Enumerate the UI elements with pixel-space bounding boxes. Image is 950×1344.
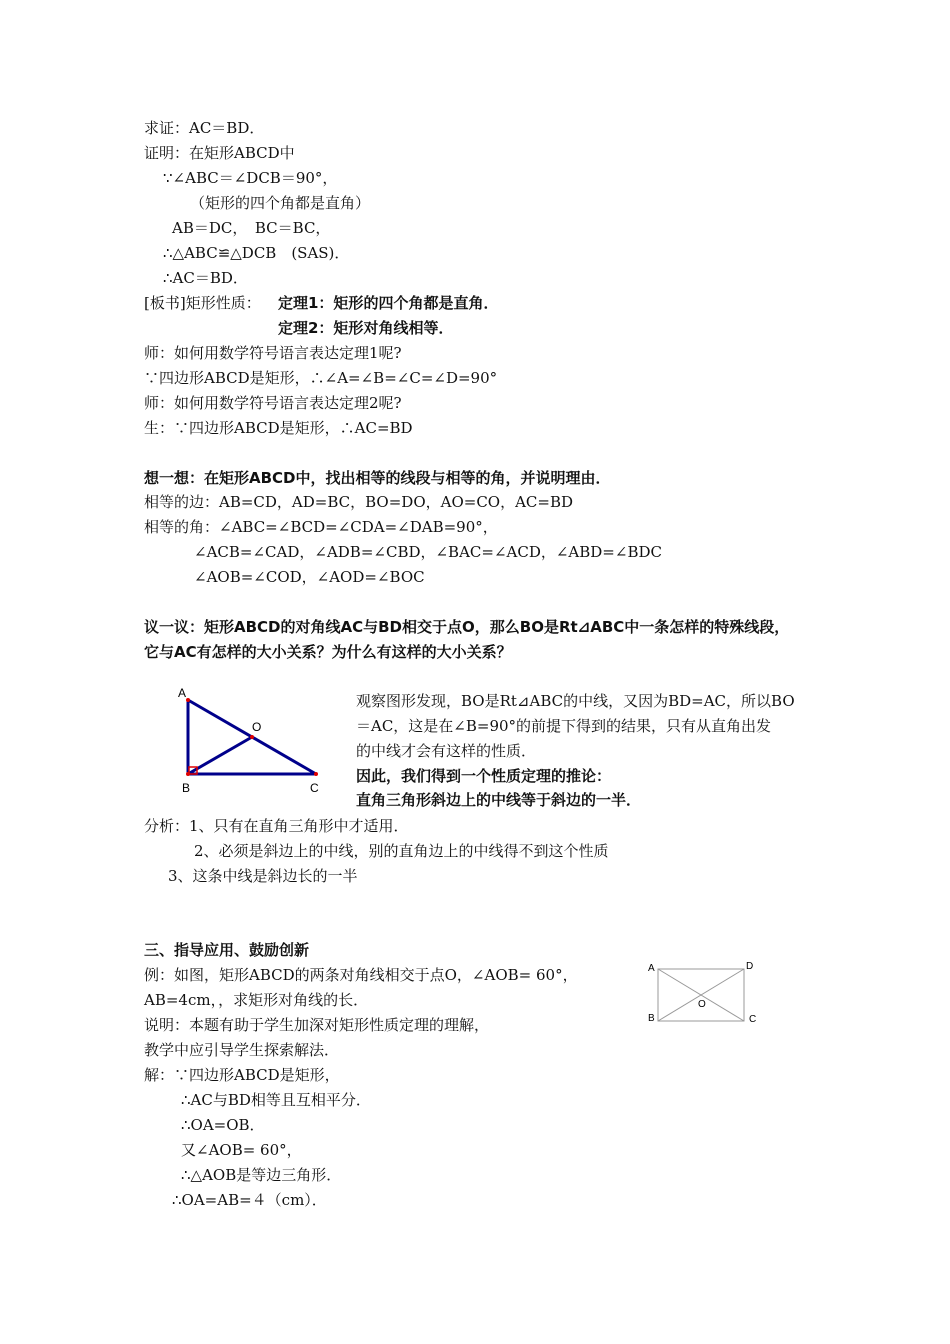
- equal-angles: ∠AOB=∠COD，∠AOD=∠BOC: [194, 568, 425, 586]
- vertex-label-b: B: [182, 781, 191, 795]
- vertex-label-o: O: [252, 720, 262, 734]
- solution-line: 解：∵四边形ABCD是矩形，: [144, 1066, 340, 1084]
- example-text: AB=4cm，，求矩形对角线的长．: [144, 991, 369, 1009]
- equal-angles: 相等的角：∠ABC=∠BCD=∠CDA=∠DAB=90°，: [144, 518, 498, 536]
- vertex-label-a: A: [178, 686, 187, 700]
- solution-line: 又∠AOB= 60°，: [181, 1141, 302, 1159]
- example-text: 例：如图，矩形ABCD的两条对角线相交于点O，∠AOB= 60°，: [144, 966, 578, 984]
- dialog-line: 师：如何用数学符号语言表达定理1呢?: [144, 344, 402, 362]
- solution-line: ∴AC与BD相等且互相平分．: [181, 1091, 371, 1109]
- prove-statement: 求证：AC＝BD．: [144, 119, 265, 137]
- solution-line: ∴OA=OB．: [181, 1116, 265, 1134]
- think-title: 想一想：在矩形ABCD中，找出相等的线段与相等的角，并说明理由．: [144, 469, 611, 487]
- observation: 的中线才会有这样的性质．: [356, 742, 537, 760]
- dialog-line: ∵四边形ABCD是矩形，∴∠A=∠B=∠C=∠D=90°: [144, 369, 498, 387]
- proof-step: ∵∠ABC＝∠DCB＝90°，: [163, 169, 338, 187]
- vertex-label-a: A: [648, 963, 655, 974]
- vertex-label-c: C: [749, 1014, 757, 1025]
- vertex-label-d: D: [746, 961, 754, 972]
- section-title: 三、指导应用、鼓励创新: [144, 941, 310, 959]
- theorem-2: 定理2：矩形对角线相等．: [278, 319, 454, 337]
- proof-step: ∴△ABC≌△DCB (SAS)．: [163, 244, 350, 262]
- dialog-line: 师：如何用数学符号语言表达定理2呢?: [144, 394, 402, 412]
- dialog-line: 生：∵四边形ABCD是矩形，∴AC=BD: [144, 419, 413, 437]
- right-triangle-figure: [170, 680, 330, 800]
- observation: ＝AC，这是在∠B=90°的前提下得到的结果，只有从直角出发: [356, 717, 772, 735]
- note-text: 教学中应引导学生探索解法．: [144, 1041, 340, 1059]
- board-label: [板书]矩形性质：: [144, 294, 261, 312]
- analysis-line: 2、必须是斜边上的中线，别的直角边上的中线得不到这个性质: [194, 842, 609, 860]
- corollary: 直角三角形斜边上的中线等于斜边的一半．: [356, 791, 642, 809]
- rectangle-figure: [640, 955, 770, 1030]
- conclusion: 因此，我们得到一个性质定理的推论：: [356, 767, 612, 785]
- discuss-title: 它与AC有怎样的大小关系？为什么有这样的大小关系？: [144, 643, 512, 661]
- proof-intro: 证明：在矩形ABCD中: [144, 144, 295, 162]
- vertex-label-c: C: [310, 781, 319, 795]
- vertex-label-o: O: [698, 999, 706, 1010]
- equal-sides: 相等的边：AB=CD，AD=BC，BO=DO，AO=CO，AC=BD: [144, 493, 574, 511]
- solution-line: ∴△AOB是等边三角形．: [181, 1166, 342, 1184]
- note-text: 说明：本题有助于学生加深对矩形性质定理的理解，: [144, 1016, 490, 1034]
- proof-step: ∴AC＝BD．: [163, 269, 248, 287]
- analysis-line: 分析：1、只有在直角三角形中才适用．: [144, 817, 409, 835]
- proof-reason: （矩形的四个角都是直角）: [190, 194, 371, 212]
- solution-line: ∴OA=AB=４（cm）．: [172, 1191, 327, 1209]
- theorem-1: 定理1：矩形的四个角都是直角．: [278, 294, 499, 312]
- vertex-label-b: B: [648, 1013, 655, 1024]
- analysis-line: 3、这条中线是斜边长的一半: [168, 867, 358, 885]
- proof-step: AB＝DC， BC＝BC，: [172, 219, 331, 237]
- observation: 观察图形发现，BO是Rt⊿ABC的中线，又因为BD=AC，所以BO: [356, 692, 795, 710]
- discuss-title: 议一议：矩形ABCD的对角线AC与BD相交于点O，那么BO是Rt⊿ABC中一条怎样的特殊线段，: [144, 618, 790, 636]
- equal-angles: ∠ACB=∠CAD，∠ADB=∠CBD，∠BAC=∠ACD，∠ABD=∠BDC: [194, 543, 662, 561]
